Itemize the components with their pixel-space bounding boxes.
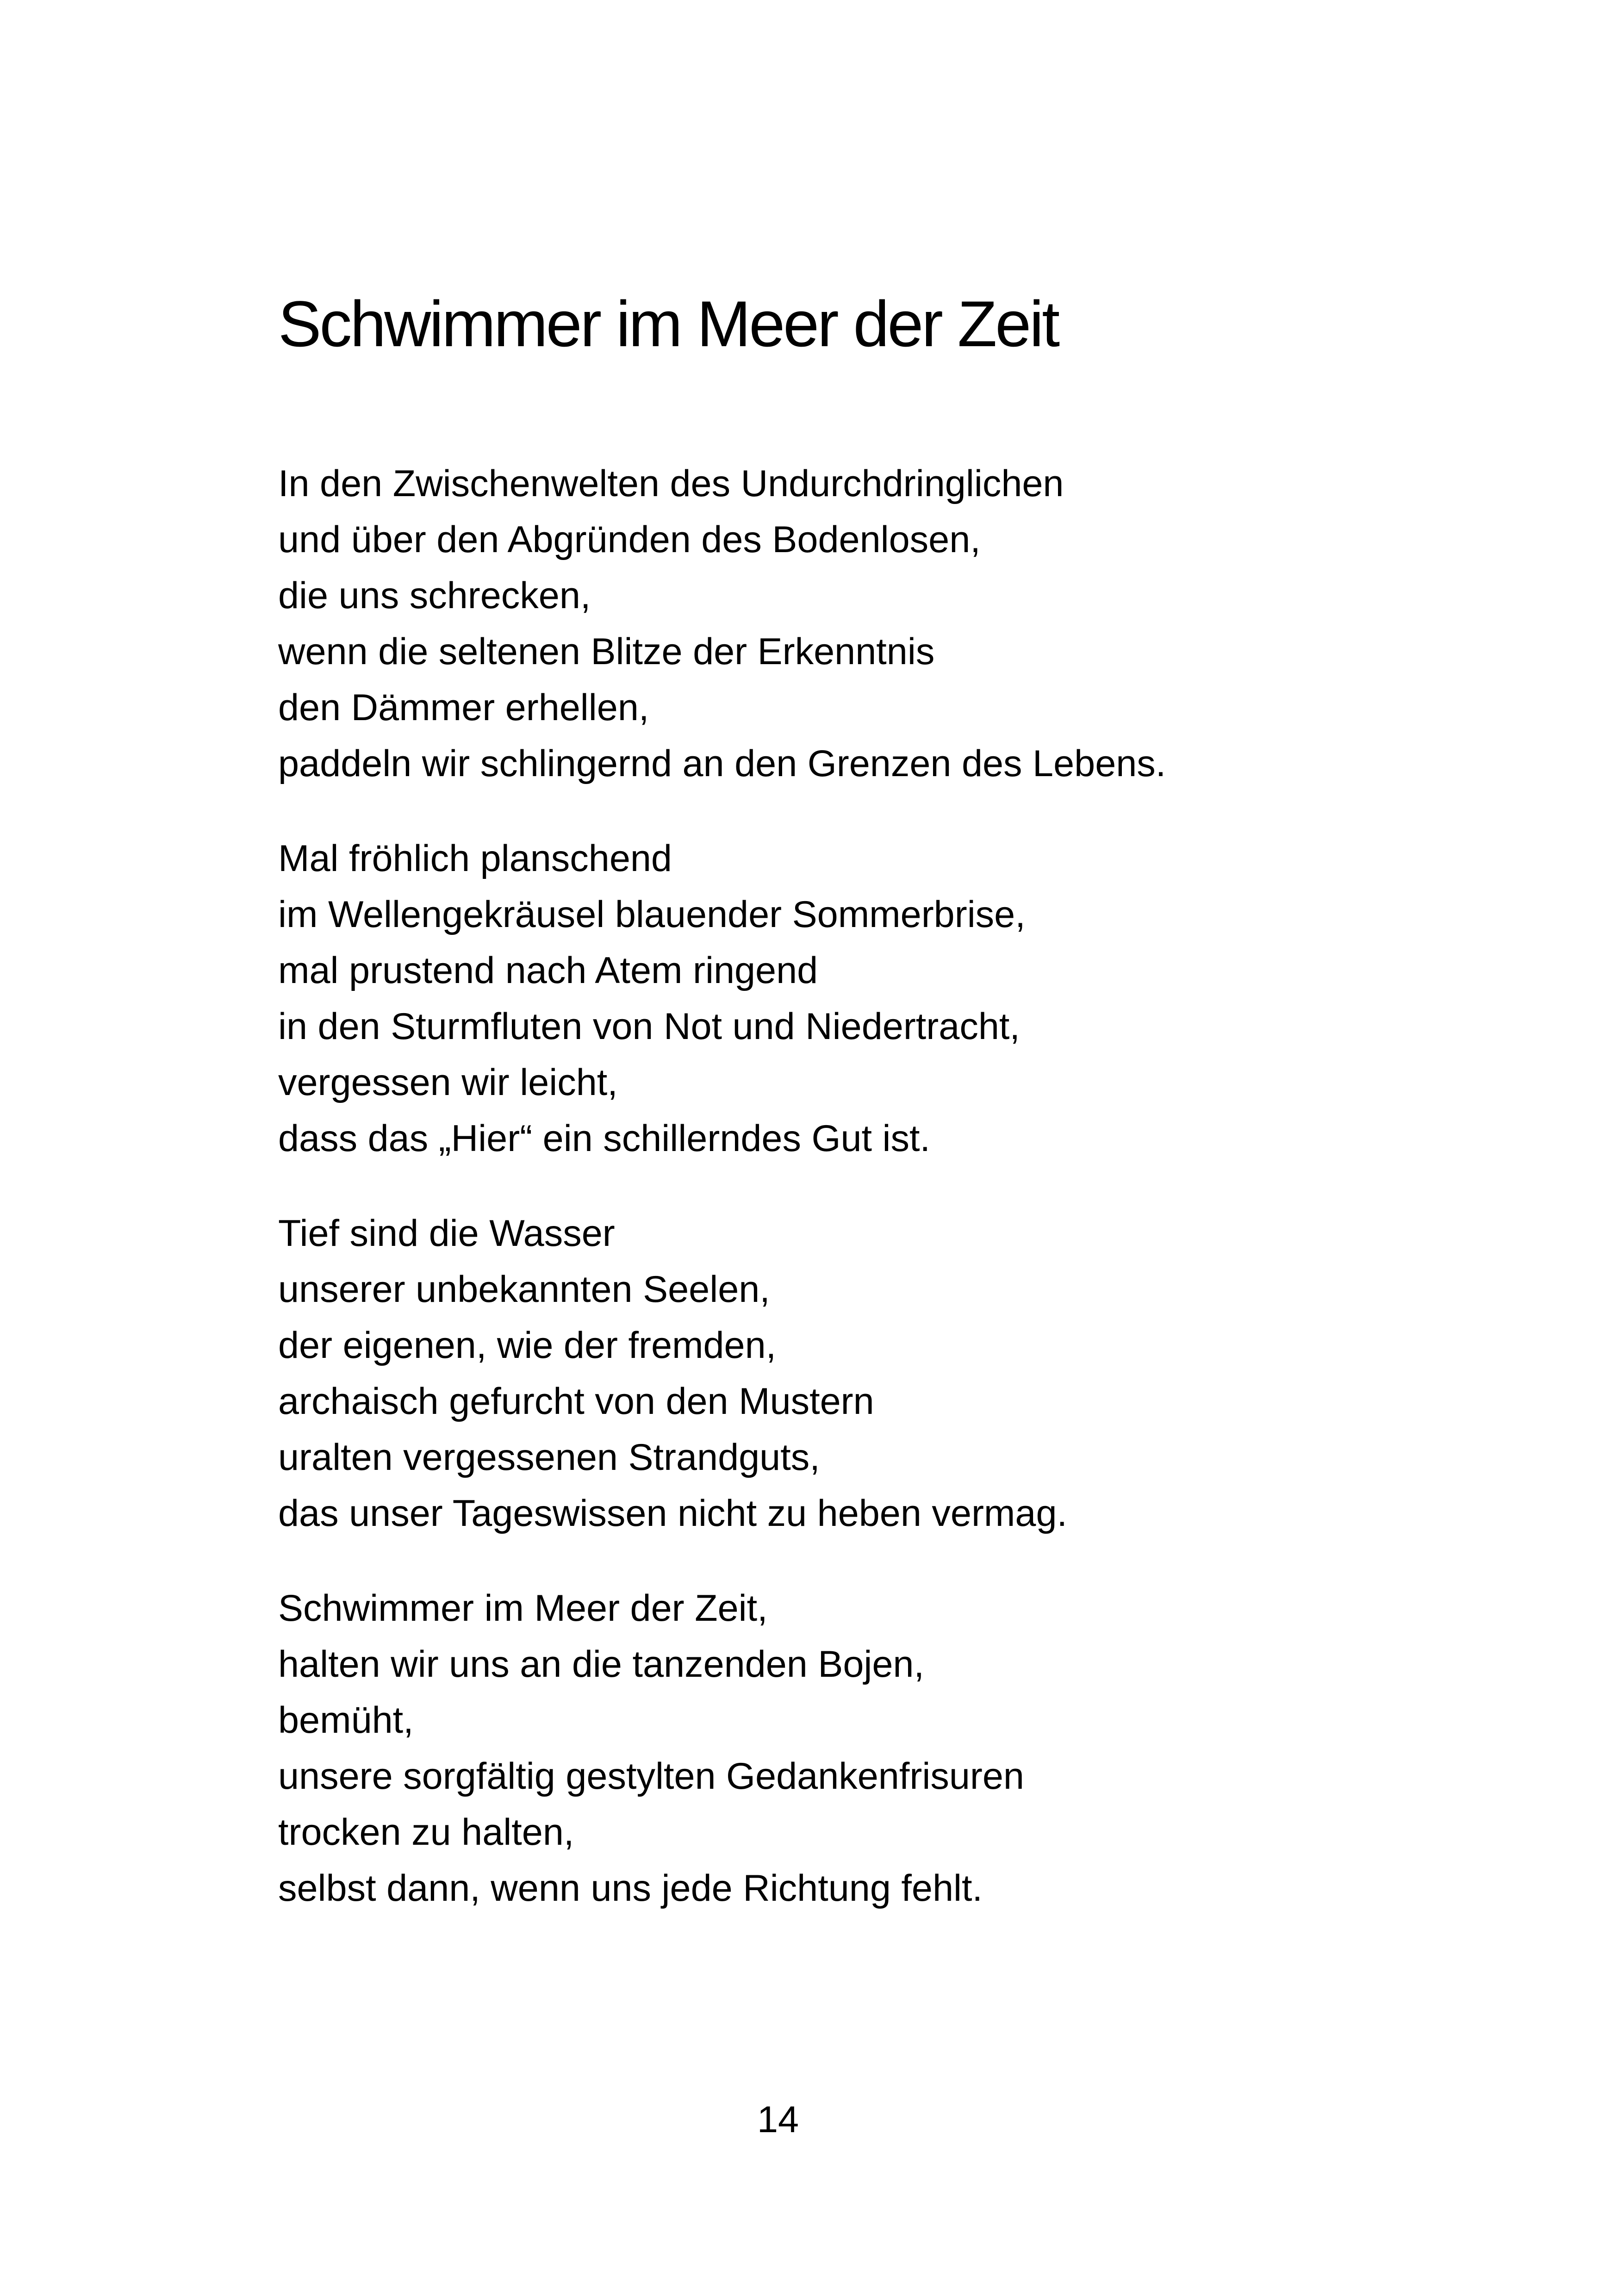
poem-body — [278, 456, 1481, 1955]
poem-line: die uns schrecken, — [278, 575, 591, 616]
poem-title: Schwimmer im Meer der Zeit — [278, 287, 1058, 360]
poem-line: paddeln wir schlingernd an den Grenzen des Lebens. — [278, 743, 1166, 784]
poem-line: und über den Abgründen des Bodenlosen, — [278, 519, 981, 560]
poem-line: vergessen wir leicht, — [278, 1062, 618, 1103]
poem-line: unsere sorgfältig gestylten Gedankenfrisuren — [278, 1755, 1024, 1797]
poem-line: trocken zu halten, — [278, 1811, 574, 1853]
poem-line: Mal fröhlich planschend — [278, 838, 672, 879]
poem-line: in den Sturmfluten von Not und Niedertracht, — [278, 1006, 1020, 1047]
stanza-2 — [278, 831, 1481, 1167]
stanza-1 — [278, 456, 1481, 792]
poem-line: uralten vergessenen Strandguts, — [278, 1437, 820, 1478]
stanza-4 — [278, 1580, 1481, 1916]
poem-line: bemüht, — [278, 1699, 414, 1741]
poem-line: der eigenen, wie der fremden, — [278, 1325, 777, 1366]
poem-line: dass das „Hier“ ein schillerndes Gut ist. — [278, 1118, 931, 1159]
poem-line: wenn die seltenen Blitze der Erkenntnis — [278, 631, 935, 672]
stanza-3 — [278, 1206, 1481, 1542]
poem-line: das unser Tageswissen nicht zu heben vermag. — [278, 1493, 1067, 1534]
poem-line: In den Zwischenwelten des Undurchdringlichen — [278, 463, 1064, 504]
page-number: 14 — [757, 2099, 799, 2140]
poem-line: selbst dann, wenn uns jede Richtung fehlt. — [278, 1867, 983, 1909]
poem-line: halten wir uns an die tanzenden Bojen, — [278, 1643, 924, 1685]
poem-line: im Wellengekräusel blauender Sommerbrise, — [278, 894, 1026, 935]
poem-line: den Dämmer erhellen, — [278, 687, 649, 728]
poem-line: archaisch gefurcht von den Mustern — [278, 1381, 874, 1422]
poem-line: mal prustend nach Atem ringend — [278, 950, 818, 991]
poem-line: Tief sind die Wasser — [278, 1213, 615, 1254]
poem-line: Schwimmer im Meer der Zeit, — [278, 1587, 768, 1629]
poem-line: unserer unbekannten Seelen, — [278, 1269, 770, 1310]
